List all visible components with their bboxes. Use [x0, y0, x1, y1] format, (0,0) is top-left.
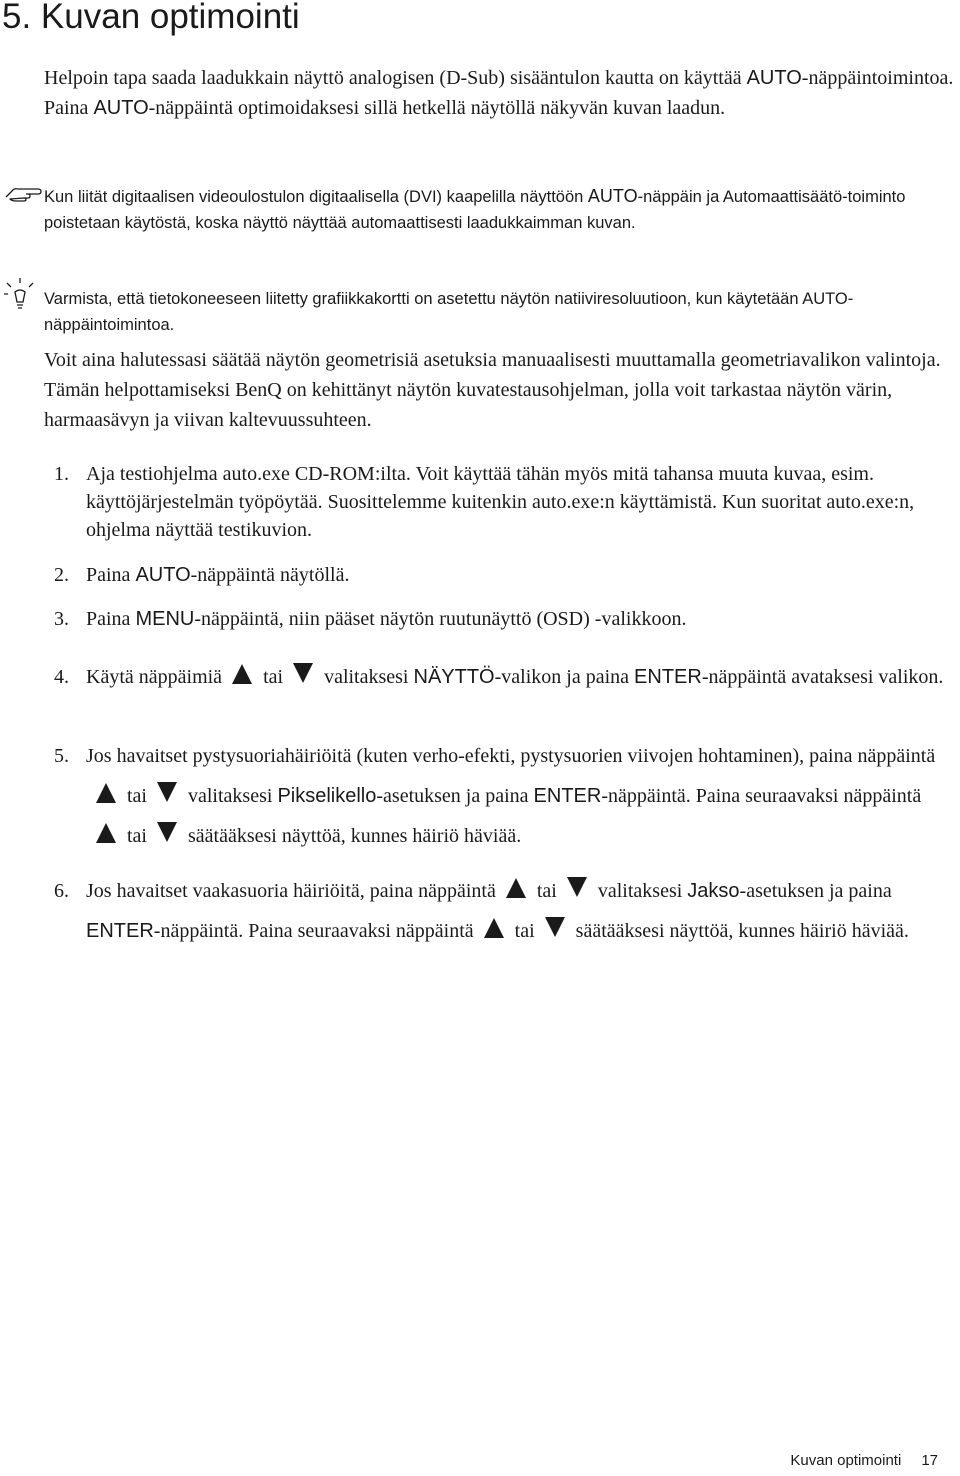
arrow-down-icon: [157, 782, 177, 802]
intro-text-2: -näppäintoimintoa. Paina: [44, 67, 954, 119]
page-title: 5. Kuvan optimointi: [2, 0, 300, 36]
step-text: [86, 561, 956, 589]
step-3: [44, 605, 956, 633]
arrow-up-icon: [506, 878, 526, 898]
step-number: 5.: [54, 745, 69, 767]
step-6: [44, 871, 956, 951]
step-5-text-5: säätääksesi näyttöä, kunnes häiriö häviää.: [188, 825, 522, 847]
step-4-text-3: -valikon ja paina: [494, 666, 635, 688]
dvi-note-text-2: -näppäin ja Automaattisäätö-toiminto poistetaan käytöstä, koska näyttö näyttää automaattisesti laadukkaimman kuvan.: [44, 188, 906, 232]
intro-keyword-auto-1: AUTO: [746, 67, 802, 89]
step-6-text-1: Jos havaitset vaakasuoria häiriöitä, paina näppäintä: [86, 880, 496, 902]
arrow-up-icon: [96, 823, 116, 843]
keyword-jakso: Jakso: [687, 880, 740, 902]
or-text: tai: [263, 666, 284, 688]
or-text: tai: [536, 880, 557, 902]
step-text: Aja testiohjelma auto.exe CD-ROM:ilta. Voit käyttää tähän myös mitä tahansa muuta kuvaa, esim. käyttöjärjestelmän työpöytää. Suosittelemme kuitenkin auto.exe:n käyttämistä. Kun suoritat auto.exe:n, ohjelma näyttää testikuvion.: [86, 463, 915, 541]
keyword-pikselikello: Pikselikello: [277, 785, 377, 807]
step-4-text-4: -näppäintä avataksesi valikon.: [701, 666, 944, 688]
step-number: 2.: [54, 564, 69, 586]
step-2-text-1: Paina: [86, 564, 136, 586]
keyword-enter: ENTER: [86, 920, 154, 942]
step-number: 1.: [54, 463, 69, 485]
step-4-text-2: valitaksesi: [324, 666, 414, 688]
step-3-text-1: Paina: [86, 608, 136, 630]
dvi-note: [44, 183, 956, 236]
or-text: tai: [127, 785, 147, 807]
intro-text-1: Helpoin tapa saada laadukkain näyttö analogisen (D-Sub) sisääntulon kautta on käyttää: [44, 67, 747, 89]
page-footer: [790, 1452, 938, 1469]
keyword-menu: MENU: [135, 608, 195, 630]
arrow-down-icon: [293, 663, 313, 683]
step-5-text-4: -näppäintä. Paina seuraavaksi näppäintä: [601, 785, 922, 807]
step-number: 6.: [54, 880, 69, 902]
step-6-text-4: -näppäintä. Paina seuraavaksi näppäintä: [153, 920, 474, 942]
keyword-enter: ENTER: [533, 785, 602, 807]
step-4: [44, 663, 956, 691]
step-6-text-3: -asetuksen ja paina: [739, 880, 892, 902]
step-text: [86, 605, 956, 633]
dvi-note-text-1: Kun liität digitaalisen videoulostulon digitaalisella (DVI) kaapelilla näyttöön: [44, 188, 588, 206]
arrow-down-icon: [567, 877, 587, 897]
step-text: [86, 871, 956, 951]
keyword-enter: ENTER: [634, 666, 702, 688]
step-5-text-2: valitaksesi: [188, 785, 278, 807]
step-2: [44, 561, 956, 589]
dvi-note-keyword-auto: AUTO: [587, 186, 638, 206]
step-4-text-1: Käytä näppäimiä: [86, 666, 223, 688]
step-number: 4.: [54, 666, 69, 688]
pointing-hand-icon: [4, 183, 44, 203]
arrow-down-icon: [157, 822, 177, 842]
light-bulb-icon: [4, 278, 36, 312]
footer-section-name: Kuvan optimointi: [790, 1452, 902, 1469]
arrow-up-icon: [232, 664, 252, 684]
step-6-text-5: säätääksesi näyttöä, kunnes häiriö häviää.: [575, 920, 909, 942]
arrow-down-icon: [545, 917, 565, 937]
step-5-text-3: -asetuksen ja paina: [376, 785, 534, 807]
step-5: [44, 736, 956, 856]
tip-note: Varmista, että tietokoneeseen liitetty grafiikkakortti on asetettu näytön natiiviresoluutioon, kun käytetään AUTO-näppäintoimintoa.: [44, 290, 854, 334]
keyword-auto: AUTO: [135, 564, 191, 586]
step-3-text-2: -näppäintä, niin pääset näytön ruutunäyttö (OSD) -valikkoon.: [194, 608, 687, 630]
step-5-text-1: Jos havaitset pystysuoriahäiriöitä (kuten verho-efekti, pystysuorien viivojen hohtaminen), paina näppäintä: [86, 745, 936, 767]
intro-paragraph: [44, 63, 956, 123]
arrow-up-icon: [96, 783, 116, 803]
or-text: tai: [514, 920, 535, 942]
step-text: [86, 663, 956, 691]
intro-keyword-auto-2: AUTO: [93, 97, 149, 119]
footer-page-number: 17: [921, 1452, 938, 1469]
step-6-text-2: valitaksesi: [597, 880, 688, 902]
step-1: [44, 460, 956, 544]
geometry-paragraph: Voit aina halutessasi säätää näytön geometrisiä asetuksia manuaalisesti muuttamalla geometriavalikon valintoja. Tämän helpottamiseksi BenQ on kehittänyt näytön kuvatestausohjelman, jolla voit tarkastaa näytön värin, harmaasävyn ja viivan kaltevuussuhteen.: [44, 349, 941, 431]
arrow-up-icon: [484, 918, 504, 938]
step-number: 3.: [54, 608, 69, 630]
step-2-text-2: -näppäintä näytöllä.: [190, 564, 350, 586]
or-text: tai: [127, 825, 147, 847]
step-text: [86, 736, 956, 856]
keyword-naytto: NÄYTTÖ: [413, 666, 495, 688]
intro-text-3: -näppäintä optimoidaksesi sillä hetkellä näytöllä näkyvän kuvan laadun.: [148, 97, 726, 119]
